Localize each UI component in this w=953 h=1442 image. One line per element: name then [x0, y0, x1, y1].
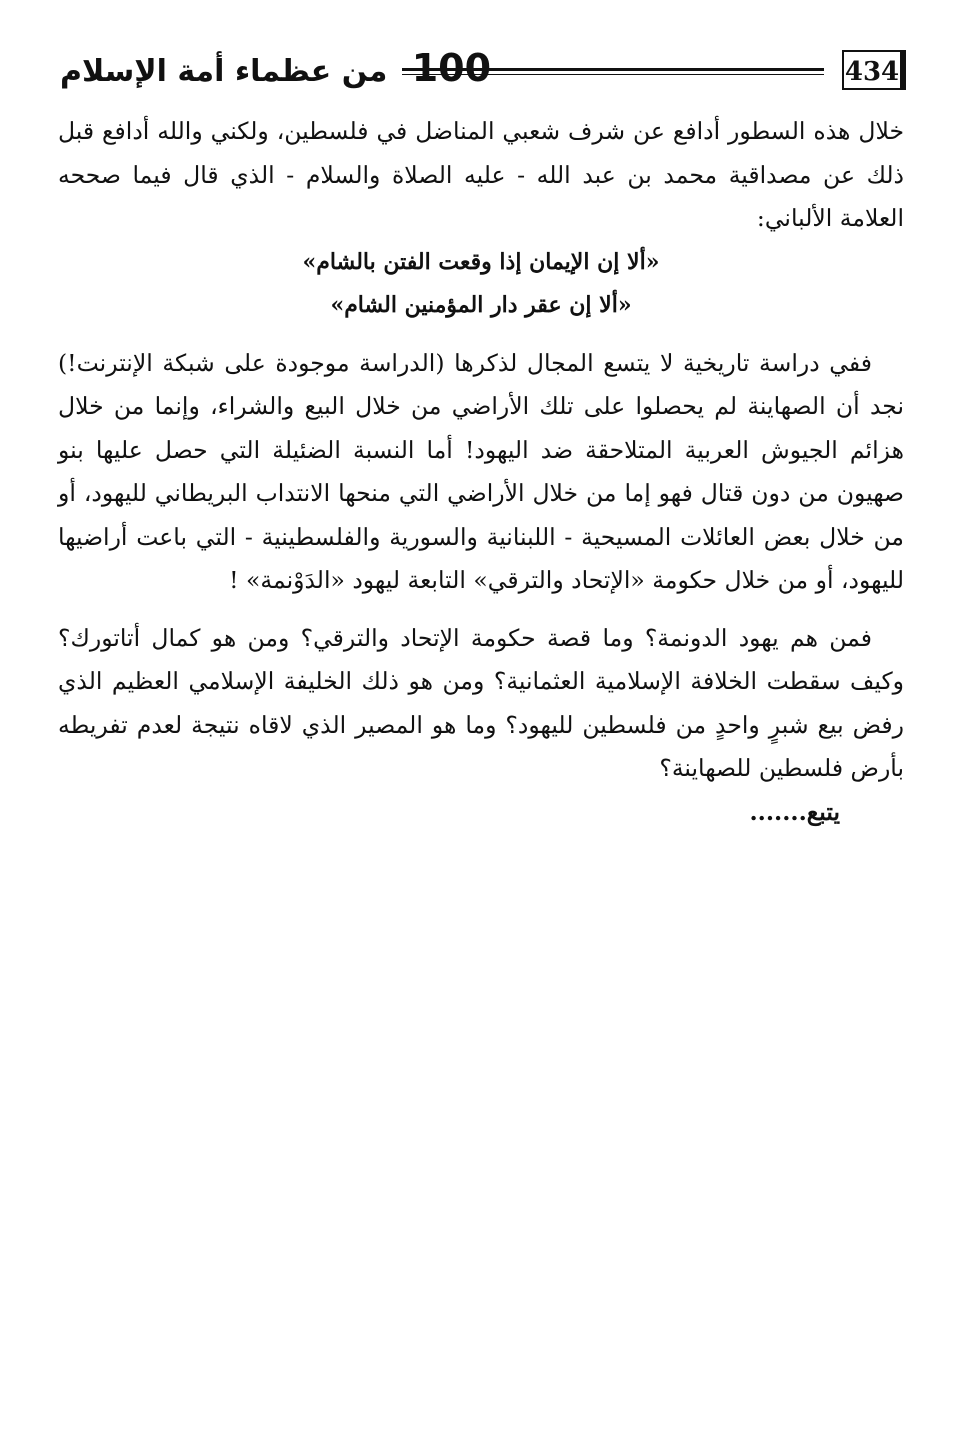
hadith-quote-1: «ألا إن الإيمان إذا وقعت الفتن بالشام» — [302, 248, 660, 275]
questions-paragraph: فمن هم يهود الدونمة؟ وما قصة حكومة الإتحاد والترقي؟ ومن هو كمال أتاتورك؟ وكيف سقطت الخلافة الإسلامية العثمانية؟ ومن هو ذلك الخليفة الإسلامي العظيم الذي رفض بيع شبرٍ واحدٍ من فلسطين لليهود؟ وما هو المصير الذي لاقاه نتيجة لعدم تفريطه بأرض فلسطين للصهاينة؟ — [58, 623, 904, 782]
hadith-quote-2: «ألا إن عقر دار المؤمنين الشام» — [330, 292, 632, 318]
intro-paragraph: خلال هذه السطور أدافع عن شرف شعبي المناضل في فلسطين، ولكني والله أدافع قبل ذلك عن مصداقية محمد بن عبد الله - عليه الصلاة والسلام - الذي قال فيما صححه العلامة الألباني: — [58, 117, 904, 232]
book-title-number: 100 — [411, 46, 492, 90]
to-be-continued: يتبع....... — [749, 797, 840, 826]
page-header — [60, 44, 906, 104]
page-number: 434 — [842, 50, 906, 90]
book-title-text: من عظماء أمة الإسلام — [60, 54, 388, 89]
page-body — [58, 110, 904, 834]
header-rule — [402, 68, 824, 75]
history-paragraph: ففي دراسة تاريخية لا يتسع المجال لذكرها (الدراسة موجودة على شبكة الإنترنت!) نجد أن الصهاينة لم يحصلوا على تلك الأراضي من خلال البيع والشراء، وإنما من خلال هزائم الجيوش العربية المتلاحقة ضد اليهود! أما النسبة الضئيلة التي حصل عليها بنو صهيون من دون قتال فهو إما من خلال الأراضي التي منحها الانتداب البريطاني لليهود، أو من خلال بعض العائلات المسيحية - اللبنانية والسورية والفلسطينية - التي باعت أراضيها لليهود، أو من خلال حكومة «الإتحاد والترقي» التابعة ليهود «الدَوْنمة» ! — [58, 348, 904, 594]
